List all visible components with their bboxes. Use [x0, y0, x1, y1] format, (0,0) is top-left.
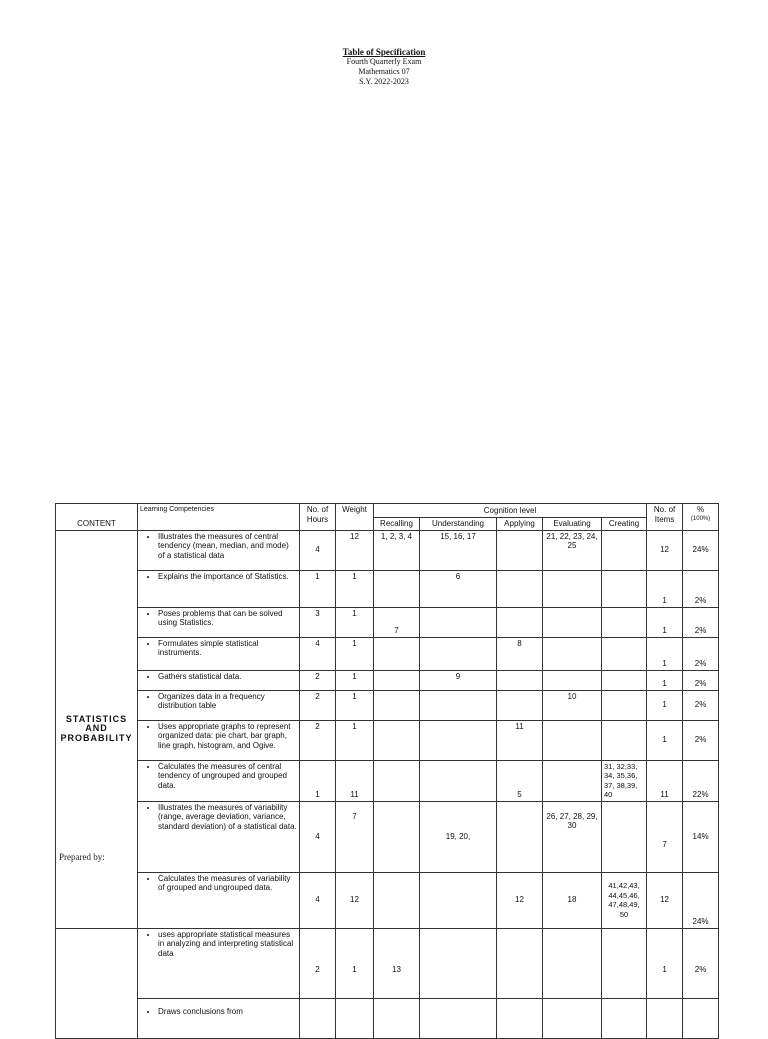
table-cell: 11 — [497, 720, 543, 760]
table-cell: 12 — [647, 872, 683, 928]
competency: • Calculates the measures of central tendency of ungrouped and grouped data. — [158, 762, 297, 791]
table-cell — [138, 760, 300, 801]
table-cell — [138, 928, 300, 998]
table-cell — [602, 607, 647, 637]
table-cell — [138, 720, 300, 760]
table-row — [56, 720, 719, 760]
header-weight: Weight — [336, 504, 374, 531]
table-cell: 10 — [543, 690, 602, 720]
table-cell — [374, 720, 420, 760]
header-creating: Creating — [602, 518, 647, 531]
table-cell — [602, 801, 647, 872]
table-cell: 4 — [300, 801, 336, 872]
percent-sub: (100%) — [690, 515, 711, 522]
header-hours: No. of Hours — [300, 504, 336, 531]
table-cell — [602, 637, 647, 670]
table-cell — [543, 928, 602, 998]
table-cell: 1 — [336, 928, 374, 998]
table-cell — [374, 637, 420, 670]
table-cell — [543, 607, 602, 637]
table-cell — [138, 607, 300, 637]
header-understanding: Understanding — [420, 518, 497, 531]
table-cell: 24% — [683, 530, 719, 570]
table-cell: 4 — [300, 530, 336, 570]
content-blank — [56, 928, 138, 1038]
prepared-by-label: Prepared by: — [59, 852, 105, 862]
table-cell: 1 — [336, 637, 374, 670]
competency: • Gathers statistical data. — [158, 672, 297, 682]
table-cell: 24% — [683, 872, 719, 928]
table-row — [56, 801, 719, 872]
table-cell — [602, 720, 647, 760]
table-cell — [138, 690, 300, 720]
table-cell: 1 — [647, 720, 683, 760]
table-cell: 1 — [647, 690, 683, 720]
competency: • Illustrates the measures of central tendency (mean, median, and mode) of a statistical data — [158, 532, 297, 561]
table-cell: 1 — [336, 690, 374, 720]
table-cell: 14% — [683, 801, 719, 872]
subject-name: Mathematics 07 — [358, 67, 410, 76]
table-cell — [374, 998, 420, 1038]
table-cell — [138, 998, 300, 1038]
table-cell: 4 — [300, 637, 336, 670]
table-cell: 19, 20, — [420, 801, 497, 872]
table-cell — [138, 637, 300, 670]
table-cell: 12 — [497, 872, 543, 928]
table-cell — [138, 801, 300, 872]
table-cell: 12 — [647, 530, 683, 570]
table-cell: 1 — [300, 570, 336, 607]
table-cell: 7 — [647, 801, 683, 872]
table-cell — [602, 690, 647, 720]
table-cell: 2% — [683, 637, 719, 670]
table-cell — [138, 570, 300, 607]
table-row — [56, 670, 719, 690]
table-row — [56, 637, 719, 670]
table-cell: 31, 32,33, 34, 35,36, 37, 38,39, 40 — [602, 760, 647, 801]
competency: • Formulates simple statistical instruments. — [158, 639, 297, 658]
table-cell — [543, 670, 602, 690]
table-cell: 1 — [336, 720, 374, 760]
table-cell: 1 — [647, 607, 683, 637]
competency: • Poses problems that can be solved using Statistics. — [158, 609, 297, 628]
table-cell: 2 — [300, 720, 336, 760]
table-cell — [602, 998, 647, 1038]
table-cell — [300, 998, 336, 1038]
table-cell — [420, 928, 497, 998]
table-cell: 1 — [647, 928, 683, 998]
table-cell: 12 — [336, 872, 374, 928]
competency: • uses appropriate statistical measures in analyzing and interpreting statistical data — [158, 930, 297, 959]
table-cell — [543, 720, 602, 760]
table-cell: 18 — [543, 872, 602, 928]
table-cell: 4 — [300, 872, 336, 928]
table-cell: 1 — [336, 607, 374, 637]
exam-name: Fourth Quarterly Exam — [346, 57, 422, 66]
table-cell — [420, 760, 497, 801]
table-cell — [497, 928, 543, 998]
table-cell — [374, 801, 420, 872]
school-year: S.Y. 2022-2023 — [359, 77, 409, 86]
table-cell — [497, 607, 543, 637]
header-competencies: Learning Competencies — [138, 504, 300, 531]
content-label: STATISTICS AND PROBABILITY — [56, 530, 138, 928]
table-cell — [497, 690, 543, 720]
table-cell: 8 — [497, 637, 543, 670]
table-cell: 1, 2, 3, 4 — [374, 530, 420, 570]
competency: • Explains the importance of Statistics. — [158, 572, 297, 582]
table-of-specification — [55, 503, 719, 1039]
header-applying: Applying — [497, 518, 543, 531]
table-cell: 1 — [647, 637, 683, 670]
table-cell — [647, 998, 683, 1038]
table-cell — [336, 998, 374, 1038]
table-cell: 21, 22, 23, 24, 25 — [543, 530, 602, 570]
table-cell: 2% — [683, 670, 719, 690]
competency: • Calculates the measures of variability of grouped and ungrouped data. — [158, 874, 297, 893]
table-cell: 2% — [683, 690, 719, 720]
table-cell — [497, 530, 543, 570]
table-row — [56, 530, 719, 570]
table-cell — [543, 570, 602, 607]
table-cell: 22% — [683, 760, 719, 801]
table-cell: 3 — [300, 607, 336, 637]
header-items: No. of Items — [647, 504, 683, 531]
table-cell — [683, 998, 719, 1038]
table-cell: 2 — [300, 928, 336, 998]
table-cell — [602, 570, 647, 607]
table-cell: 41,42,43, 44,45,46, 47,48,49, 50 — [602, 872, 647, 928]
table-cell — [374, 760, 420, 801]
competency: • Illustrates the measures of variability (range, average deviation, variance, standard deviation) of a statistical data. — [158, 803, 297, 832]
table-row — [56, 690, 719, 720]
table-cell — [602, 928, 647, 998]
table-cell — [497, 670, 543, 690]
table-cell: 2 — [300, 670, 336, 690]
table-cell: 7 — [336, 801, 374, 872]
document-title: Table of Specification — [342, 47, 426, 57]
table-cell: 1 — [300, 760, 336, 801]
table-cell — [420, 607, 497, 637]
table-cell: 1 — [336, 670, 374, 690]
table-row — [56, 570, 719, 607]
table-cell: 12 — [336, 530, 374, 570]
table-cell — [374, 872, 420, 928]
table-cell: 2% — [683, 928, 719, 998]
competency: • Uses appropriate graphs to represent organized data: pie chart, bar graph, line graph, histogram, and Ogive. — [158, 722, 297, 751]
table-cell: 6 — [420, 570, 497, 607]
table-row — [56, 928, 719, 998]
table-cell — [420, 998, 497, 1038]
competency-partial: • Draws conclusions from — [158, 1007, 297, 1017]
table-row — [56, 998, 719, 1038]
header-percent — [683, 504, 719, 531]
table-cell — [543, 760, 602, 801]
table-cell: 11 — [647, 760, 683, 801]
table-cell: 7 — [374, 607, 420, 637]
table-cell: 2 — [300, 690, 336, 720]
table-cell — [420, 637, 497, 670]
table-cell: 2% — [683, 720, 719, 760]
table-cell: 13 — [374, 928, 420, 998]
table-cell: 2% — [683, 607, 719, 637]
table-cell: 2% — [683, 570, 719, 607]
table-cell — [374, 690, 420, 720]
table-cell: 9 — [420, 670, 497, 690]
document-header — [0, 47, 768, 87]
table-cell: 26, 27, 28, 29, 30 — [543, 801, 602, 872]
table-cell — [602, 530, 647, 570]
table-cell — [138, 670, 300, 690]
header-evaluating: Evaluating — [543, 518, 602, 531]
table-cell — [497, 570, 543, 607]
percent-symbol: % — [697, 505, 705, 514]
table-cell: 1 — [647, 570, 683, 607]
table-row — [56, 760, 719, 801]
table-cell — [138, 872, 300, 928]
table-cell — [543, 998, 602, 1038]
table-cell — [497, 801, 543, 872]
table-cell: 15, 16, 17 — [420, 530, 497, 570]
header-cognition: Cognition level — [374, 504, 647, 518]
header-recalling: Recalling — [374, 518, 420, 531]
competency: • Organizes data in a frequency distribution table — [158, 692, 297, 711]
table-row — [56, 607, 719, 637]
table-cell — [374, 570, 420, 607]
table-cell — [602, 670, 647, 690]
table-cell — [497, 998, 543, 1038]
table-cell — [543, 637, 602, 670]
table-cell — [420, 872, 497, 928]
table-cell — [420, 720, 497, 760]
header-content: CONTENT — [56, 504, 138, 531]
table-cell — [138, 530, 300, 570]
table-cell — [420, 690, 497, 720]
table-cell: 11 — [336, 760, 374, 801]
table-cell — [374, 670, 420, 690]
table-cell: 5 — [497, 760, 543, 801]
table-row — [56, 872, 719, 928]
table-cell: 1 — [647, 670, 683, 690]
table-cell: 1 — [336, 570, 374, 607]
